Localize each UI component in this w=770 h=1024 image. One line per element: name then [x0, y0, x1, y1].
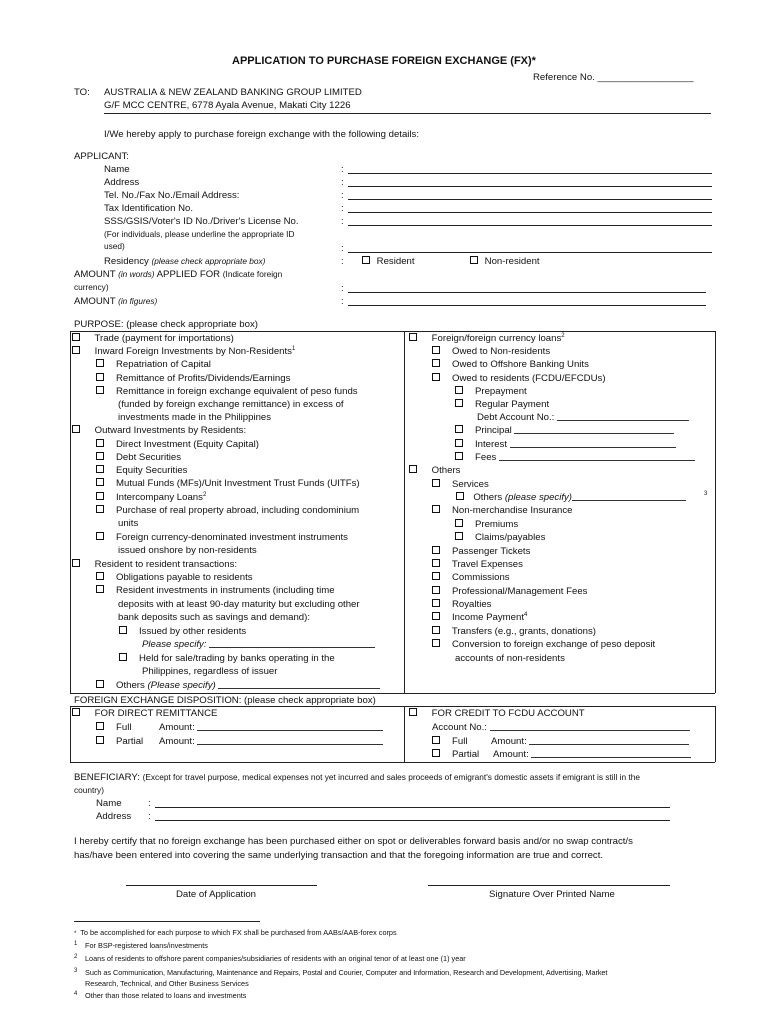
fcdu-partial-checkbox[interactable]: [432, 749, 440, 757]
purpose-resinv[interactable]: Resident investments in instruments (including time: [96, 584, 335, 597]
purpose-principal[interactable]: Principal: [455, 424, 674, 437]
direct-remittance[interactable]: FOR DIRECT REMITTANCE: [72, 707, 217, 720]
purpose-issued[interactable]: Issued by other residents: [119, 625, 246, 638]
mutual-checkbox[interactable]: [96, 478, 104, 486]
purpose-services-others[interactable]: Others (please specify): [456, 491, 686, 504]
fcdu-credit[interactable]: FOR CREDIT TO FCDU ACCOUNT: [409, 707, 585, 720]
applicant-ids-label: SSS/GSIS/Voter's ID No./Driver's License No.: [104, 216, 299, 227]
purpose-left-others[interactable]: Others (Please specify): [96, 679, 380, 692]
purpose-nonmerch[interactable]: Non-merchandise Insurance: [432, 504, 573, 517]
fcdu-full-amount: Amount:: [491, 735, 689, 748]
fcdu-full-checkbox[interactable]: [432, 736, 440, 744]
purpose-premiums[interactable]: Premiums: [455, 518, 518, 531]
purpose-repatriation[interactable]: Repatriation of Capital: [96, 358, 211, 371]
purpose-owed-obu[interactable]: Owed to Offshore Banking Units: [432, 358, 589, 371]
travel-checkbox[interactable]: [432, 559, 440, 567]
purpose-fcdi[interactable]: Foreign currency-denominated investment instruments: [96, 531, 348, 544]
equity-sec-checkbox[interactable]: [96, 465, 104, 473]
direct-full-amount-input[interactable]: [197, 721, 383, 731]
purpose-realprop[interactable]: Purchase of real property abroad, including condominium: [96, 504, 359, 517]
date-of-application-label: Date of Application: [176, 889, 257, 900]
held-line-2: Philippines, regardless of issuer: [142, 666, 278, 677]
direct-full[interactable]: Full: [96, 721, 131, 734]
conversion-checkbox[interactable]: [432, 639, 440, 647]
amount-words-label: AMOUNT (in words) APPLIED FOR (Indicate foreign: [74, 269, 283, 280]
direct-full-checkbox[interactable]: [96, 722, 104, 730]
left-others-checkbox[interactable]: [96, 680, 104, 688]
footnote-4-mark: 4: [74, 991, 78, 997]
claims-checkbox[interactable]: [455, 532, 463, 540]
amount-figures-label: AMOUNT (in figures): [74, 296, 158, 307]
footnote-rule: [74, 921, 260, 922]
colon: :: [341, 243, 344, 254]
beneficiary-name-input[interactable]: [155, 807, 670, 808]
fcdu-partial[interactable]: Partial: [432, 748, 479, 761]
profmgmt-checkbox[interactable]: [432, 586, 440, 594]
remit-peso-checkbox[interactable]: [96, 386, 104, 394]
resinv-line-3: bank deposits such as savings and demand):: [118, 612, 310, 623]
purpose-right-border: [715, 331, 716, 693]
certification-line-2: has/have been entered into covering the same underlying transaction and that the foregoing information are true and correct.: [74, 850, 604, 861]
held-checkbox[interactable]: [119, 653, 127, 661]
applicant-address-label: Address: [104, 177, 140, 188]
purpose-mutual[interactable]: Mutual Funds (MFs)/Unit Investment Trust Funds (UITFs): [96, 477, 360, 490]
direct-remittance-checkbox[interactable]: [72, 708, 80, 716]
owed-res-checkbox[interactable]: [432, 373, 440, 381]
purpose-remit-profits[interactable]: Remittance of Profits/Dividends/Earnings: [96, 372, 290, 385]
prepayment-checkbox[interactable]: [455, 386, 463, 394]
fcdu-credit-checkbox[interactable]: [409, 708, 417, 716]
fcdu-account: Account No.:: [432, 721, 690, 734]
footnote-4: Other than those related to loans and investments: [85, 991, 247, 1000]
amount-figures-input[interactable]: [348, 305, 706, 306]
purpose-conversion[interactable]: Conversion to foreign exchange of peso deposit: [432, 638, 655, 651]
left-others-input[interactable]: [218, 679, 380, 689]
nonmerch-checkbox[interactable]: [432, 505, 440, 513]
remit-peso-line-3: investments made in the Philippines: [118, 412, 272, 423]
fcdu-account-input[interactable]: [490, 721, 690, 731]
interest-checkbox[interactable]: [455, 439, 463, 447]
purpose-income[interactable]: Income Payment$^4$: [432, 611, 527, 624]
footnote-2-mark: 2: [74, 954, 78, 960]
fcdu-full-amount-input[interactable]: [529, 735, 689, 745]
purpose-services[interactable]: Services: [432, 478, 489, 491]
disposition-right-border: [715, 706, 716, 762]
purpose-tickets[interactable]: Passenger Tickets: [432, 545, 530, 558]
bank-address: G/F MCC CENTRE, 6778 Ayala Avenue, Makati City 1226: [104, 100, 351, 111]
applicant-ids-note: (For individuals, please underline the appropriate ID: [104, 229, 295, 239]
tickets-checkbox[interactable]: [432, 546, 440, 554]
interest-input[interactable]: [510, 438, 676, 448]
footnote-1-mark: 1: [74, 941, 78, 947]
colon: :: [341, 190, 344, 201]
purpose-loans[interactable]: Foreign/foreign currency loans$^2$: [409, 332, 565, 345]
purpose-claims[interactable]: Claims/payables: [455, 531, 545, 544]
direct-partial-amount: Amount:: [159, 735, 383, 748]
applicant-ids-input[interactable]: [348, 225, 712, 226]
purpose-interest[interactable]: Interest: [455, 438, 676, 451]
applicant-heading: APPLICANT:: [74, 151, 129, 162]
colon: :: [341, 283, 344, 294]
fcdi-line-2: issued onshore by non-residents: [118, 545, 257, 556]
debt-sec-checkbox[interactable]: [96, 452, 104, 460]
resinv-checkbox[interactable]: [96, 585, 104, 593]
purpose-owed-res[interactable]: Owed to residents (FCDU/EFCDUs): [432, 372, 606, 385]
amount-words-currency: currency): [74, 282, 109, 292]
applicant-tin-label: Tax Identification No.: [104, 203, 194, 214]
purpose-remit-peso[interactable]: Remittance in foreign exchange equivalent of peso funds: [96, 385, 358, 398]
direct-full-amount: Amount:: [159, 721, 383, 734]
remit-peso-line-2: (funded by foreign exchange remittance) in excess of: [118, 399, 344, 410]
disposition-divider: [404, 706, 405, 762]
purpose-outward[interactable]: Outward Investments by Residents:: [72, 424, 246, 437]
purpose-transfers[interactable]: Transfers (e.g., grants, donations): [432, 625, 596, 638]
outward-checkbox[interactable]: [72, 425, 80, 433]
applicant-tel-label: Tel. No./Fax No./Email Address:: [104, 190, 240, 201]
non-resident-option[interactable]: Non-resident: [470, 255, 540, 268]
purpose-obligations[interactable]: Obligations payable to residents: [96, 571, 253, 584]
fcdu-partial-amount-input[interactable]: [531, 748, 691, 758]
direct-partial-checkbox[interactable]: [96, 736, 104, 744]
direct-partial-amount-input[interactable]: [197, 735, 383, 745]
purpose-trade[interactable]: Trade (payment for importations): [72, 332, 234, 345]
services-checkbox[interactable]: [432, 479, 440, 487]
direct-partial[interactable]: Partial: [96, 735, 143, 748]
applicant-name-input[interactable]: [348, 173, 712, 174]
residency-label: Residency (please check appropriate box): [104, 256, 266, 267]
regular-checkbox[interactable]: [455, 399, 463, 407]
purpose-prepayment[interactable]: Prepayment: [455, 385, 527, 398]
purpose-interco[interactable]: Intercompany Loans$^2$: [96, 491, 206, 504]
debt-account: Debt Account No.:: [477, 411, 689, 424]
remit-profits-checkbox[interactable]: [96, 373, 104, 381]
amount-words-input[interactable]: [348, 292, 706, 293]
footnote-2: Loans of residents to offshore parent companies/subsidiaries of residents with an original tenor of at least one (1) year: [85, 954, 466, 963]
owed-obu-checkbox[interactable]: [432, 359, 440, 367]
repatriation-checkbox[interactable]: [96, 359, 104, 367]
r2r-checkbox[interactable]: [72, 559, 80, 567]
income-checkbox[interactable]: [432, 612, 440, 620]
to-label: TO:: [74, 87, 90, 98]
colon: :: [148, 811, 151, 822]
purpose-right-others[interactable]: Others: [409, 464, 460, 477]
applicant-ids-note-2: used): [104, 241, 125, 251]
disposition-left-border: [70, 706, 71, 762]
purpose-royalties[interactable]: Royalties: [432, 598, 491, 611]
realprop-checkbox[interactable]: [96, 505, 104, 513]
commissions-checkbox[interactable]: [432, 572, 440, 580]
purpose-commissions[interactable]: Commissions: [432, 571, 510, 584]
colon: :: [341, 203, 344, 214]
transfers-checkbox[interactable]: [432, 626, 440, 634]
services-others-sup: 3: [704, 491, 708, 497]
fcdu-full[interactable]: Full: [432, 735, 467, 748]
fcdi-checkbox[interactable]: [96, 532, 104, 540]
disposition-bottom-border: [70, 762, 715, 763]
colon: :: [341, 296, 344, 307]
colon: :: [341, 216, 344, 227]
colon: :: [341, 177, 344, 188]
non-resident-checkbox[interactable]: [470, 256, 478, 264]
principal-input[interactable]: [514, 424, 674, 434]
colon: :: [148, 798, 151, 809]
beneficiary-note-2: country): [74, 785, 104, 795]
purpose-left-border: [70, 331, 71, 693]
interco-checkbox[interactable]: [96, 492, 104, 500]
purpose-divider: [404, 331, 405, 693]
purpose-held[interactable]: Held for sale/trading by banks operating in the: [119, 652, 335, 665]
beneficiary-address-label: Address: [96, 811, 132, 822]
purpose-direct[interactable]: Direct Investment (Equity Capital): [96, 438, 259, 451]
fees-input[interactable]: [499, 451, 695, 461]
issued-checkbox[interactable]: [119, 626, 127, 634]
resident-checkbox[interactable]: [362, 256, 370, 264]
purpose-heading: PURPOSE: (please check appropriate box): [74, 319, 258, 330]
applicant-tel-input[interactable]: [348, 199, 712, 200]
obligations-checkbox[interactable]: [96, 572, 104, 580]
certification-line-1: I hereby certify that no foreign exchange has been purchased either on spot or deliverables forward basis and/or no swap contract/s: [74, 836, 633, 847]
purpose-travel[interactable]: Travel Expenses: [432, 558, 523, 571]
purpose-equity-sec[interactable]: Equity Securities: [96, 464, 187, 477]
applicant-tin-input[interactable]: [348, 212, 712, 213]
purpose-r2r[interactable]: Resident to resident transactions:: [72, 558, 237, 571]
direct-checkbox[interactable]: [96, 439, 104, 447]
signature-label: Signature Over Printed Name: [489, 889, 615, 900]
services-others-checkbox[interactable]: [456, 492, 464, 500]
principal-checkbox[interactable]: [455, 425, 463, 433]
bank-name: AUSTRALIA & NEW ZEALAND BANKING GROUP LIMITED: [104, 87, 362, 98]
purpose-fees[interactable]: Fees: [455, 451, 695, 464]
royalties-checkbox[interactable]: [432, 599, 440, 607]
purpose-debt-sec[interactable]: Debt Securities: [96, 451, 181, 464]
right-others-checkbox[interactable]: [409, 465, 417, 473]
issued-specify: Please specify:: [142, 638, 375, 651]
resident-option[interactable]: Resident: [362, 255, 415, 268]
disposition-heading: FOREIGN EXCHANGE DISPOSITION: (please check appropriate box): [74, 695, 376, 706]
footnote-1: For BSP-registered loans/investments: [85, 941, 208, 950]
signature-input[interactable]: [428, 885, 670, 886]
reference-number[interactable]: Reference No. __________________: [533, 72, 694, 83]
conversion-line-2: accounts of non-residents: [455, 653, 565, 664]
fees-checkbox[interactable]: [455, 452, 463, 460]
owed-nonres-checkbox[interactable]: [432, 346, 440, 354]
realprop-line-2: units: [118, 518, 139, 529]
footnote-3: Such as Communication, Manufacturing, Maintenance and Repairs, Postal and Courier, Computer and Information, Research and Development, Advertising, Market: [85, 968, 608, 977]
loans-checkbox[interactable]: [409, 333, 417, 341]
colon: :: [341, 256, 344, 267]
issued-specify-input[interactable]: [209, 638, 375, 648]
beneficiary-heading: BENEFICIARY: (Except for travel purpose, medical expenses not yet incurred and sales proceeds of emigrant's domestic assets if emigrant is still in the: [74, 772, 640, 783]
trade-checkbox[interactable]: [72, 333, 80, 341]
services-others-input[interactable]: [572, 491, 686, 501]
fcdu-partial-amount: Amount:: [493, 748, 691, 761]
purpose-owed-nonres[interactable]: Owed to Non-residents: [432, 345, 550, 358]
intro-text: I/We hereby apply to purchase foreign exchange with the following details:: [104, 129, 420, 140]
debt-account-input[interactable]: [557, 411, 689, 421]
applicant-ids-used-input[interactable]: [348, 252, 712, 253]
footnote-star: * To be accomplished for each purpose to which FX shall be purchased from AABs/AAB-forex corps: [74, 928, 397, 937]
footnote-3-mark: 3: [74, 968, 78, 974]
page-title: APPLICATION TO PURCHASE FOREIGN EXCHANGE (FX)*: [232, 55, 536, 67]
applicant-address-input[interactable]: [348, 186, 712, 187]
purpose-inward[interactable]: Inward Foreign Investments by Non-Residents$^1$: [72, 345, 295, 358]
inward-checkbox[interactable]: [72, 346, 80, 354]
purpose-regular[interactable]: Regular Payment: [455, 398, 549, 411]
beneficiary-name-label: Name: [96, 798, 122, 809]
colon: :: [341, 164, 344, 175]
resinv-line-2: deposits with at least 90-day maturity but excluding other: [118, 599, 360, 610]
header-rule: [104, 113, 711, 114]
date-of-application-input[interactable]: [126, 885, 317, 886]
premiums-checkbox[interactable]: [455, 519, 463, 527]
beneficiary-address-input[interactable]: [155, 820, 670, 821]
purpose-profmgmt[interactable]: Professional/Management Fees: [432, 585, 587, 598]
footnote-3-line-2: Research, Technical, and Other Business Services: [85, 979, 249, 988]
applicant-name-label: Name: [104, 164, 130, 175]
